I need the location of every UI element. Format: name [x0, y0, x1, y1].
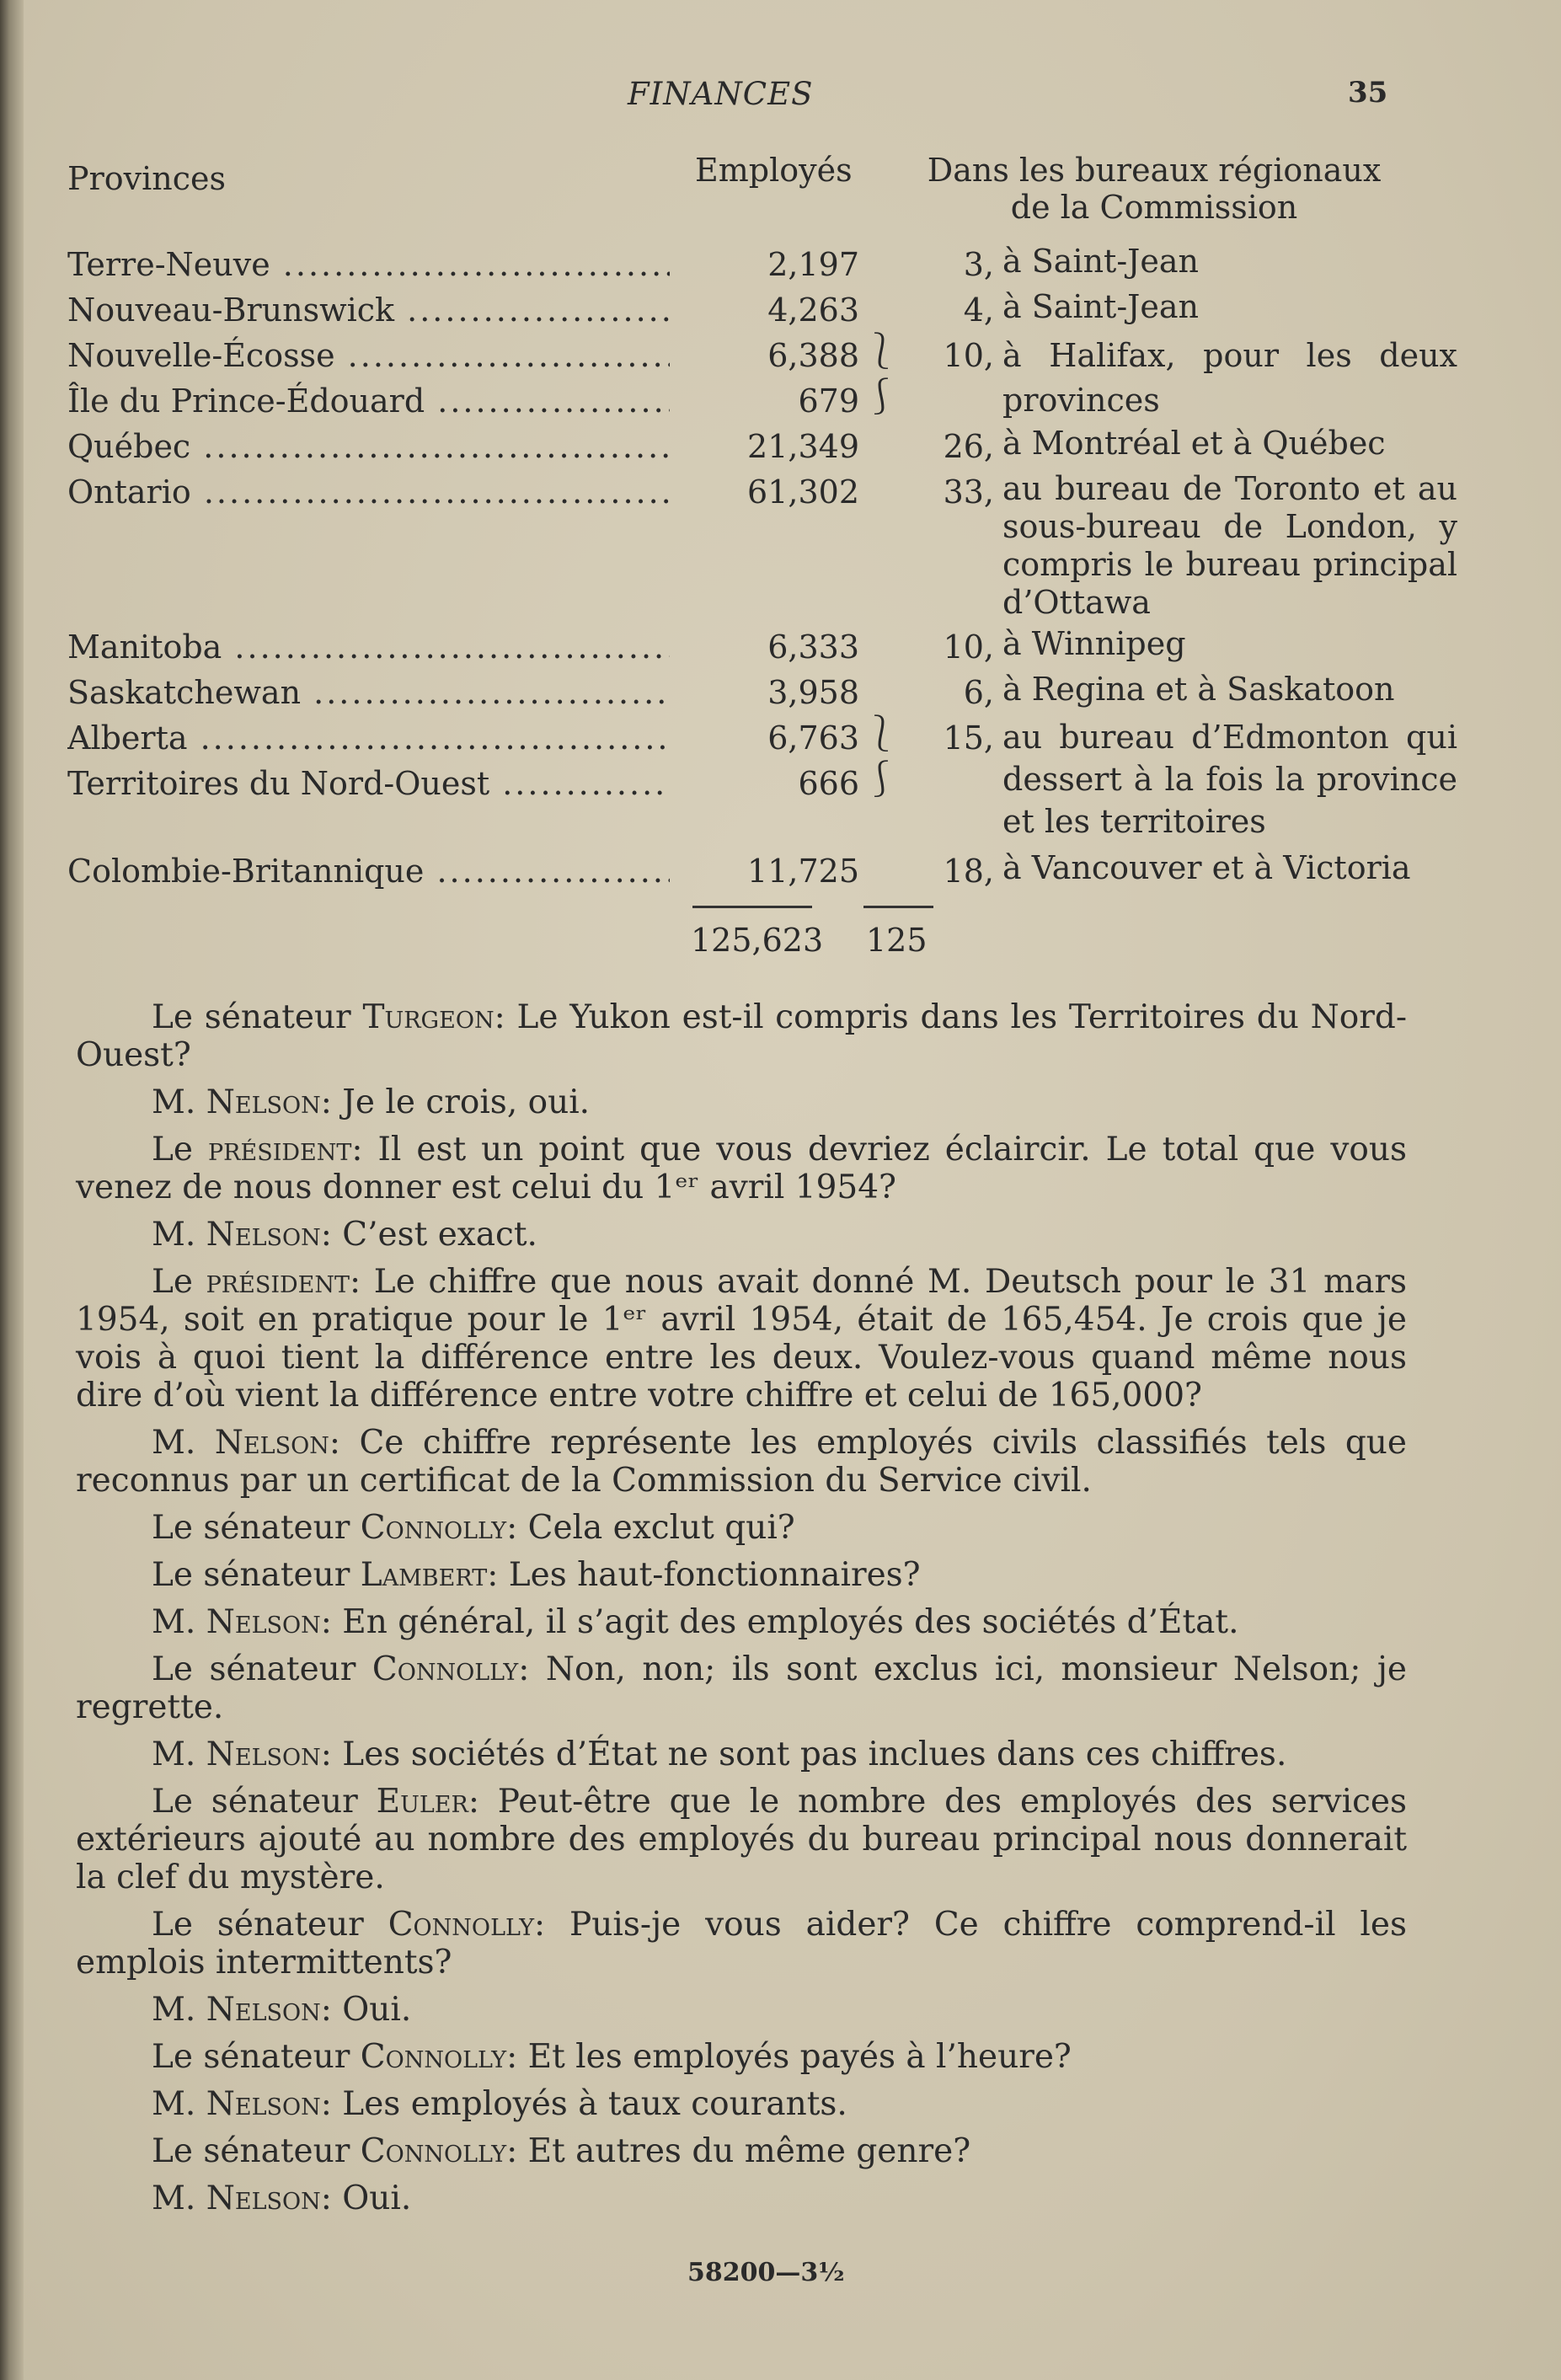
province-name: Nouveau-Brunswick ..... — [67, 288, 670, 333]
province-name: Nouvelle-Écosse ..... — [67, 334, 670, 378]
employee-count: 21,349 — [747, 428, 859, 465]
speaker-prefix: M. — [152, 1216, 206, 1254]
brace-bottom: ⎰ — [863, 758, 900, 800]
paragraph — [76, 2085, 1407, 2123]
office-count: 4, — [963, 291, 994, 329]
paragraph-text: : Cela exclut qui? — [506, 1509, 795, 1547]
province-name: Colombie-Britannique ..... — [67, 849, 670, 894]
province-name: Ontario ..... — [67, 470, 670, 515]
col-header-employees: Employés — [695, 152, 853, 189]
employee-count: 11,725 — [747, 853, 859, 890]
speaker-prefix: Le sénateur — [152, 1556, 361, 1594]
total-offices: 125 — [866, 922, 928, 959]
paragraph-text: : Le Yukon est-il compris dans les Territoires du Nord-Ouest? — [76, 998, 1408, 1074]
paragraph-text: : Et les employés payés à l’heure? — [506, 2038, 1072, 2076]
office-location: à Montréal et à Québec — [1002, 425, 1386, 462]
paragraph-text: : Oui. — [320, 2179, 412, 2217]
paragraph — [76, 998, 1407, 1074]
office-count: 6, — [963, 674, 994, 711]
paragraph-text: : Oui. — [320, 1991, 412, 2029]
speaker-name: Connolly — [388, 1906, 535, 1944]
speaker-name: Nelson — [206, 1736, 321, 1773]
employee-count: 6,333 — [767, 628, 859, 666]
total-rule-offices — [863, 906, 933, 908]
brace-top: ⎱ — [863, 330, 900, 372]
employee-count: 3,958 — [767, 674, 859, 711]
paragraph — [76, 2179, 1407, 2217]
running-title: FINANCES — [628, 76, 814, 112]
office-location: à Saint-Jean — [1002, 288, 1200, 325]
paragraph — [76, 1509, 1407, 1547]
paragraph-text: : Non, non; ils sont exclus ici, monsieur Nelson; je regrette. — [76, 1650, 1407, 1726]
total-employees: 125,623 — [691, 922, 824, 959]
province-name: Terre-Neuve ..... — [67, 243, 670, 287]
office-count: 33, — [943, 473, 994, 511]
speaker-prefix: Le sénateur — [152, 1509, 361, 1547]
employee-count: 6,388 — [767, 337, 859, 374]
province-name: Saskatchewan ..... — [67, 671, 670, 715]
speaker-name: Nelson — [206, 1216, 321, 1254]
province-name: Québec ..... — [67, 425, 670, 469]
paragraph-text: : Les employés à taux courants. — [320, 2085, 847, 2123]
speaker-prefix: Le sénateur — [152, 998, 363, 1036]
speaker-name: Nelson — [206, 2085, 321, 2123]
province-name: Île du Prince-Édouard ..... — [67, 379, 670, 424]
office-count: 10, — [943, 628, 994, 666]
speaker-name: président — [208, 1131, 352, 1169]
paragraph — [76, 1131, 1407, 1206]
speaker-name: Connolly — [372, 1650, 519, 1688]
office-location: à Saint-Jean — [1002, 243, 1200, 280]
employee-count: 666 — [798, 765, 859, 802]
office-location: au bureau de Toronto et au sous-bureau de London, y compris le bureau principal d’Ottawa — [1002, 470, 1457, 621]
paragraph — [76, 1263, 1407, 1415]
office-location: à Halifax, pour les deux provinces — [1002, 337, 1457, 419]
employee-count: 679 — [798, 382, 859, 420]
speaker-name: Connolly — [360, 2038, 507, 2076]
office-location: au bureau d’Edmonton qui dessert à la fois la province et les territoires — [1002, 719, 1457, 840]
speaker-prefix: Le sénateur — [152, 2132, 361, 2170]
employee-count: 6,763 — [767, 719, 859, 757]
paragraph — [76, 1603, 1407, 1641]
speaker-prefix: M. — [152, 1736, 206, 1773]
office-count: 15, — [943, 719, 994, 757]
office-count: 3, — [963, 246, 994, 283]
office-location: à Winnipeg — [1002, 625, 1186, 662]
employee-count: 2,197 — [767, 246, 859, 283]
paragraph — [76, 1424, 1407, 1500]
paragraph-text: : En général, il s’agit des employés des sociétés d’État. — [320, 1603, 1239, 1641]
speaker-prefix: M. — [152, 1424, 215, 1462]
speaker-name: Nelson — [214, 1424, 329, 1462]
print-code: 58200—3½ — [687, 2258, 845, 2287]
office-count: 10, — [943, 337, 994, 374]
total-rule-employees — [692, 906, 812, 908]
paragraph — [76, 1906, 1407, 1982]
office-count: 18, — [943, 853, 994, 890]
paragraph-text: : Peut-être que le nombre des employés des services extérieurs ajouté au nombre des employés du bureau principal nous donnerait la clef du mystère. — [76, 1783, 1408, 1896]
transcript — [76, 998, 1407, 2227]
employee-count: 61,302 — [747, 473, 859, 511]
office-count: 26, — [943, 428, 994, 465]
paragraph — [76, 1556, 1407, 1594]
employee-count: 4,263 — [767, 291, 859, 329]
paragraph-text: : Le chiffre que nous avait donné M. Deutsch pour le 31 mars 1954, soit en pratique pour le 1ᵉʳ avril 1954, était de 165,454. Je crois que je vois à quoi tient la différence entre les deux. Voulez-vous quand même nous dire d’où vient la différence entre votre chiffre et celui de 165,000? — [76, 1263, 1407, 1415]
speaker-prefix: M. — [152, 2085, 206, 2123]
speaker-name: président — [206, 1263, 350, 1301]
paragraph-text: : Les sociétés d’État ne sont pas inclues dans ces chiffres. — [320, 1736, 1287, 1773]
paragraph — [76, 2132, 1407, 2170]
paragraph-text: : C’est exact. — [320, 1216, 537, 1254]
speaker-prefix: M. — [152, 2179, 206, 2217]
book-spine-shadow — [0, 0, 24, 2380]
office-location: à Vancouver et à Victoria — [1002, 849, 1411, 886]
running-header — [0, 76, 1561, 118]
speaker-name: Connolly — [360, 2132, 507, 2170]
office-location: à Regina et à Saskatoon — [1002, 671, 1395, 708]
speaker-prefix: M. — [152, 1991, 206, 2029]
paragraph-text: : Et autres du même genre? — [506, 2132, 971, 2170]
paragraph-text: : Puis-je vous aider? Ce chiffre comprend-il les emplois intermittents? — [76, 1906, 1407, 1982]
speaker-name: Nelson — [206, 1083, 321, 1121]
paragraph — [76, 1783, 1407, 1896]
speaker-name: Lambert — [360, 1556, 488, 1594]
paragraph — [76, 1083, 1407, 1121]
province-name: Territoires du Nord-Ouest ..... — [67, 762, 670, 806]
speaker-prefix: Le sénateur — [152, 2038, 361, 2076]
speaker-prefix: M. — [152, 1603, 206, 1641]
speaker-prefix: Le — [152, 1131, 208, 1169]
speaker-prefix: M. — [152, 1083, 206, 1121]
paragraph — [76, 2038, 1407, 2076]
paragraph-text: : Je le crois, oui. — [320, 1083, 591, 1121]
paragraph — [76, 1736, 1407, 1773]
speaker-name: Nelson — [206, 2179, 321, 2217]
paragraph-text: : Les haut-fonctionnaires? — [487, 1556, 921, 1594]
speaker-name: Nelson — [206, 1603, 321, 1641]
speaker-name: Euler — [376, 1783, 468, 1821]
speaker-prefix: Le sénateur — [152, 1906, 388, 1944]
speaker-name: Turgeon — [362, 998, 494, 1036]
paragraph — [76, 1991, 1407, 2029]
speaker-prefix: Le sénateur — [152, 1650, 372, 1688]
paragraph — [76, 1650, 1407, 1726]
col-header-provinces: Provinces — [67, 160, 226, 197]
brace-bottom: ⎰ — [863, 376, 900, 417]
paragraph-text: : Ce chiffre représente les employés civils classifiés tels que reconnus par un certificat de la Commission du Service civil. — [76, 1424, 1407, 1500]
paragraph-text: : Il est un point que vous devriez éclaircir. Le total que vous venez de nous donner est celui du 1ᵉʳ avril 1954? — [76, 1131, 1407, 1206]
province-name: Alberta ..... — [67, 716, 670, 761]
speaker-prefix: Le sénateur — [152, 1783, 377, 1821]
brace-top: ⎱ — [863, 713, 900, 754]
speaker-name: Nelson — [206, 1991, 321, 2029]
col-header-offices: Dans les bureaux régionaux de la Commission — [927, 152, 1382, 226]
province-name: Manitoba ..... — [67, 625, 670, 670]
speaker-prefix: Le — [152, 1263, 206, 1301]
page-number: 35 — [1348, 76, 1388, 110]
speaker-name: Connolly — [360, 1509, 507, 1547]
paragraph — [76, 1216, 1407, 1254]
